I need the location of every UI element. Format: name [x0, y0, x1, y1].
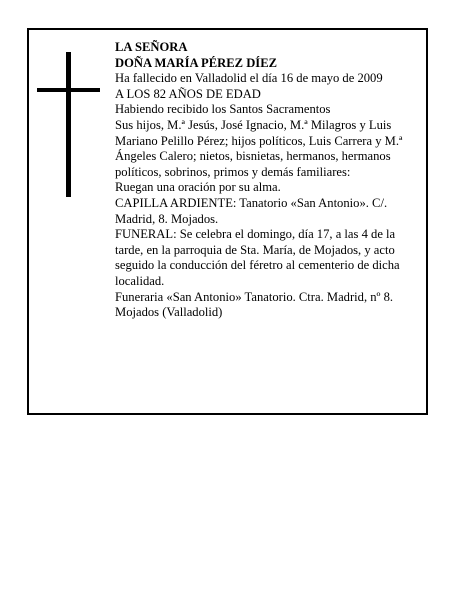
chapel-info: CAPILLA ARDIENTE: Tanatorio «San Antonio». C/. Madrid, 8. Mojados. — [115, 195, 388, 226]
cross-vertical-bar — [66, 52, 71, 197]
death-statement: Ha fallecido en Valladolid el día 16 de mayo de 2009 — [115, 71, 383, 86]
age-statement: A LOS 82 AÑOS DE EDAD — [115, 86, 261, 101]
family-paragraph: Sus hijos, M.ª Jesús, José Ignacio, M.ª Milagros y Luis Mariano Pelillo Pérez; hijos políticos, Luis Carrera y M.ª Ángeles Calero; nietos, bisnietas, hermanos, hermanos políticos, sobrinos, primos y demás familiares: — [115, 117, 403, 179]
obituary-text — [115, 40, 421, 321]
deceased-name: DOÑA MARÍA PÉREZ DÍEZ — [115, 55, 277, 70]
funeral-info: FUNERAL: Se celebra el domingo, día 17, a las 4 de la tarde, en la parroquia de Sta. María, de Mojados, y acto seguido la conducción del féretro al cementerio de dicha localidad. — [115, 227, 400, 288]
funeral-home-info: Funeraria «San Antonio» Tanatorio. Ctra. Madrid, nº 8. Mojados (Valladolid) — [115, 289, 394, 320]
cross-horizontal-bar — [37, 88, 100, 92]
cross-icon — [37, 52, 100, 197]
notice-title: LA SEÑORA — [115, 40, 188, 54]
sacraments-statement: Habiendo recibido los Santos Sacramentos — [115, 102, 331, 117]
prayer-request: Ruegan una oración por su alma. — [115, 180, 281, 195]
